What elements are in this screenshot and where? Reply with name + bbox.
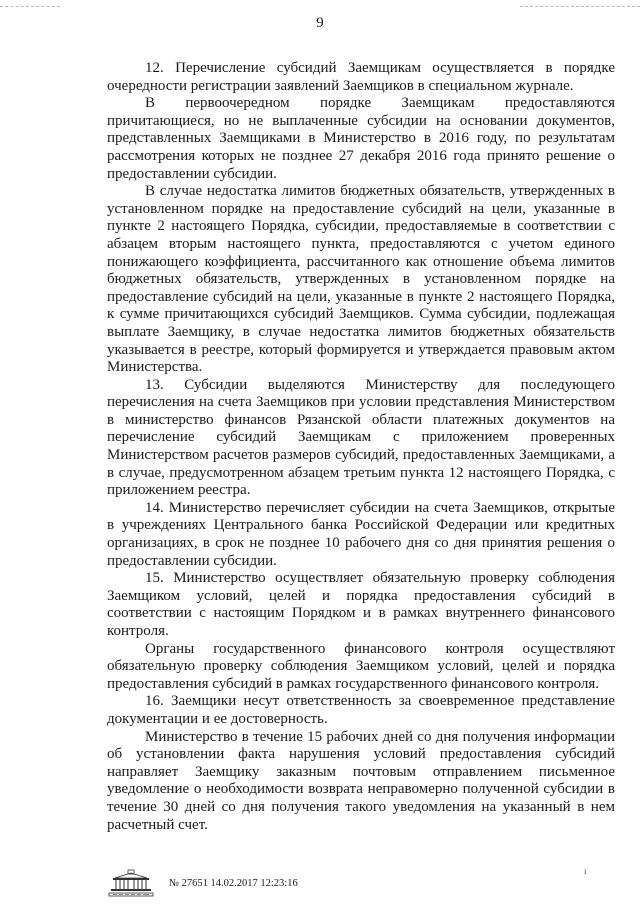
paragraph-16-abzac-2: Министерство в течение 15 рабочих дней со дня получения информации об установлении факта нарушения условий предоставления субсидий направляет Заемщику заказным почтовым отправлением письменное уведомление о необходимости возврата неправомерно полученной субсидии в течение 30 дней со дня получения такого уведомления на указанный в нем расчетный счет. [107,728,615,833]
paragraph-12-abzac-2: В первоочередном порядке Заемщикам предоставляются причитающиеся, но не выплаченные субсидии на основании документов, представленных Заемщиками в Министерство в 2016 году, по результатам рассмотрения которых не позднее 27 декабря 2016 года принято решение о предоставлении субсидии. [107,95,615,182]
paragraph-12-abzac-3: В случае недостатка лимитов бюджетных обязательств, утвержденных в установленном порядке на предоставление субсидий на цели, указанные в пункте 2 настоящего Порядка, субсидии, предоставляемые в соответствии с абзацем вторым настоящего пункта, предоставляются с учетом единого понижающего коэффициента, рассчитанного как отношение объема лимитов бюджетных обязательств, утвержденных в установленном порядке на предоставление субсидий на цели, указанные в пункте 2 настоящего Порядка, к сумме причитающихся субсидий Заемщиков. Сумма субсидии, подлежащая выплате Заемщику, в случае недостатка лимитов бюджетных обязательств указывается в реестре, который формируется и утверждается правовым актом Министерства. [107,183,615,376]
document-registration-id: № 27651 14.02.2017 12:23:16 [169,877,298,889]
paragraph-14: 14. Министерство перечисляет субсидии на счета Заемщиков, открытые в учреждениях Центрального банка Российской Федерации или кредитных организациях, в срок не позднее 10 рабочего дня со дня принятия решения о предоставлении субсидии. [107,499,615,569]
document-body [107,60,615,834]
scan-artifact-mark: ı [584,866,587,876]
government-building-icon [107,868,155,898]
paragraph-15: 15. Министерство осуществляет обязательную проверку соблюдения Заемщиком условий, целей и порядка предоставления субсидий в соответствии с настоящим Порядком и в рамках внутреннего финансового контроля. [107,570,615,639]
page-number: 9 [316,15,324,31]
paragraph-15-abzac-2: Органы государственного финансового контроля осуществляют обязательную проверку соблюдения Заемщиком условий, целей и порядка предоставления субсидий в рамках государственного финансового контроля. [107,640,615,692]
paragraph-13: 13. Субсидии выделяются Министерству для последующего перечисления на счета Заемщиков при условии представления Министерством в министерство финансов Рязанской области платежных документов на перечисление субсидий Заемщикам с приложением проверенных Министерством расчетов размеров субсидий, предоставленных Заемщиками, а в случае, предусмотренном абзацем третьим пункта 12 настоящего Порядка, с приложением реестра. [107,376,615,499]
paragraph-12: 12. Перечисление субсидий Заемщикам осуществляется в порядке очередности регистрации заявлений Заемщиков в специальном журнале. [107,60,615,94]
scan-edge-marks [0,0,640,10]
scan-edge-right [520,6,640,7]
registration-stamp [107,868,298,898]
paragraph-16: 16. Заемщики несут ответственность за своевременное представление документации и ее достоверность. [107,693,615,727]
scan-edge-left [0,6,60,7]
